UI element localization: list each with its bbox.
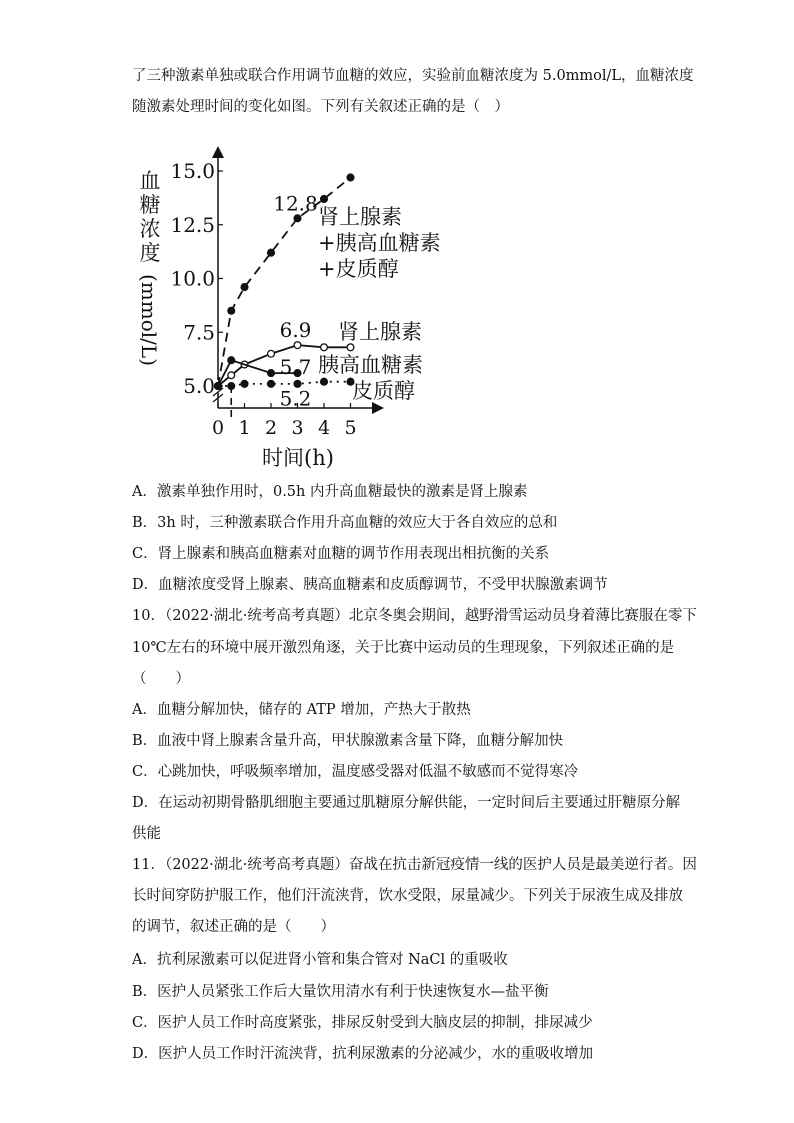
y-axis-title-unit: (mmol/L)	[137, 274, 161, 366]
chart-labels	[137, 159, 441, 470]
q9-option-b[interactable]: B．3h 时，三种激素联合作用升高血糖的效应大于各自效应的总和	[132, 515, 558, 531]
series-name-label: +胰高血糖素	[318, 231, 441, 255]
data-point	[321, 196, 328, 203]
series-line-3	[218, 382, 351, 386]
q10-stem-line-2: 10℃左右的环境中展开激烈角逐，关于比赛中运动员的生理现象，下列叙述正确的是	[132, 640, 675, 656]
y-tick-label: 10.0	[170, 266, 215, 291]
data-point	[321, 344, 328, 351]
y-axis-title-char: 浓	[139, 217, 161, 241]
q11-stem-line-2: 长时间穿防护服工作，他们汗流浃背，饮水受限，尿量减少。下列关于尿液生成及排放	[132, 888, 683, 904]
series-name-label: 肾上腺素	[318, 205, 402, 229]
series-name-label: +皮质醇	[318, 257, 399, 281]
q9-option-a[interactable]: A．激素单独作用时，0.5h 内升高血糖最快的激素是肾上腺素	[132, 484, 528, 500]
data-point	[321, 378, 328, 385]
y-tick-label: 12.5	[170, 212, 215, 237]
y-axis-title-char: 度	[139, 241, 161, 265]
q9-option-c[interactable]: C．肾上腺素和胰高血糖素对血糖的调节作用表现出相抗衡的关系	[132, 546, 550, 562]
q11-option-b[interactable]: B．医护人员紧张工作后大量饮用清水有利于快速恢复水—盐平衡	[132, 984, 549, 1000]
q11-option-c[interactable]: C．医护人员工作时高度紧张，排尿反射受到大脑皮层的抑制，排尿减少	[132, 1015, 593, 1031]
data-point	[241, 284, 248, 291]
data-point	[228, 372, 235, 379]
value-label: 5.2	[279, 386, 312, 411]
question-intro-line-2: 随激素处理时间的变化如图。下列有关叙述正确的是（ ）	[132, 99, 509, 115]
series-name-label: 肾上腺素	[338, 320, 422, 344]
blood-sugar-chart	[130, 140, 460, 480]
q9-option-d[interactable]: D．血糖浓度受肾上腺素、胰高血糖素和皮质醇调节，不受甲状腺激素调节	[132, 577, 608, 593]
x-tick-label: 4	[317, 417, 331, 439]
value-label: 12.8	[273, 191, 318, 216]
data-point	[294, 215, 301, 222]
q10-option-a[interactable]: A．血糖分解加快，储存的 ATP 增加，产热大于散热	[132, 702, 471, 718]
data-point	[228, 307, 235, 314]
q11-option-d[interactable]: D．医护人员工作时汗流浃背，抗利尿激素的分泌减少，水的重吸收增加	[132, 1046, 594, 1062]
y-tick-label: 15.0	[170, 159, 215, 183]
x-tick-label: 2	[264, 417, 278, 439]
data-point	[268, 380, 275, 387]
data-point	[241, 380, 248, 387]
series-name-label: 胰高血糖素	[318, 353, 423, 377]
q10-option-d-continued: 供能	[132, 826, 161, 842]
q10-option-b[interactable]: B．血液中肾上腺素含量升高，甲状腺激素含量下降，血糖分解加快	[132, 733, 564, 749]
q10-option-d[interactable]: D．在运动初期骨骼肌细胞主要通过肌糖原分解供能，一定时间后主要通过肝糖原分解	[132, 795, 681, 811]
value-label: 6.9	[279, 318, 312, 343]
x-tick-label: 3	[291, 417, 304, 439]
value-label: 5.7	[279, 354, 312, 379]
x-axis-title: 时间(h)	[262, 446, 334, 470]
x-tick-label: 0	[211, 417, 225, 439]
data-point	[268, 350, 275, 357]
q10-stem-line-3: （ ）	[132, 671, 190, 687]
data-point	[294, 342, 301, 349]
x-tick-label: 5	[344, 417, 357, 439]
y-axis-title-char: 糖	[139, 193, 161, 217]
data-point	[347, 174, 354, 181]
data-point	[228, 357, 235, 364]
series-name-label: 皮质醇	[352, 379, 415, 403]
q11-stem-line-1: 11．（2022·湖北·统考高考真题）奋战在抗击新冠疫情一线的医护人员是最美逆行者。因	[132, 857, 697, 873]
x-tick-label: 1	[238, 417, 251, 439]
data-point	[268, 370, 275, 377]
q11-stem-line-3: 的调节，叙述正确的是（ ）	[132, 919, 335, 935]
y-tick-label: 7.5	[183, 320, 215, 345]
question-intro-line-1: 了三种激素单独或联合作用调节血糖的效应，实验前血糖浓度为 5.0mmol/L，血糖浓度	[132, 68, 694, 84]
data-point	[268, 249, 275, 256]
y-axis-title-char: 血	[139, 169, 161, 193]
q11-option-a[interactable]: A．抗利尿激素可以促进肾小管和集合管对 NaCl 的重吸收	[132, 952, 508, 968]
data-point	[347, 344, 354, 351]
q10-stem-line-1: 10．（2022·湖北·统考高考真题）北京冬奥会期间，越野滑雪运动员身着薄比赛服在零下	[132, 608, 697, 624]
y-tick-label: 5.0	[183, 374, 215, 398]
q10-option-c[interactable]: C．心跳加快，呼吸频率增加，温度感受器对低温不敏感而不觉得寒冷	[132, 764, 579, 780]
data-point	[215, 383, 222, 390]
